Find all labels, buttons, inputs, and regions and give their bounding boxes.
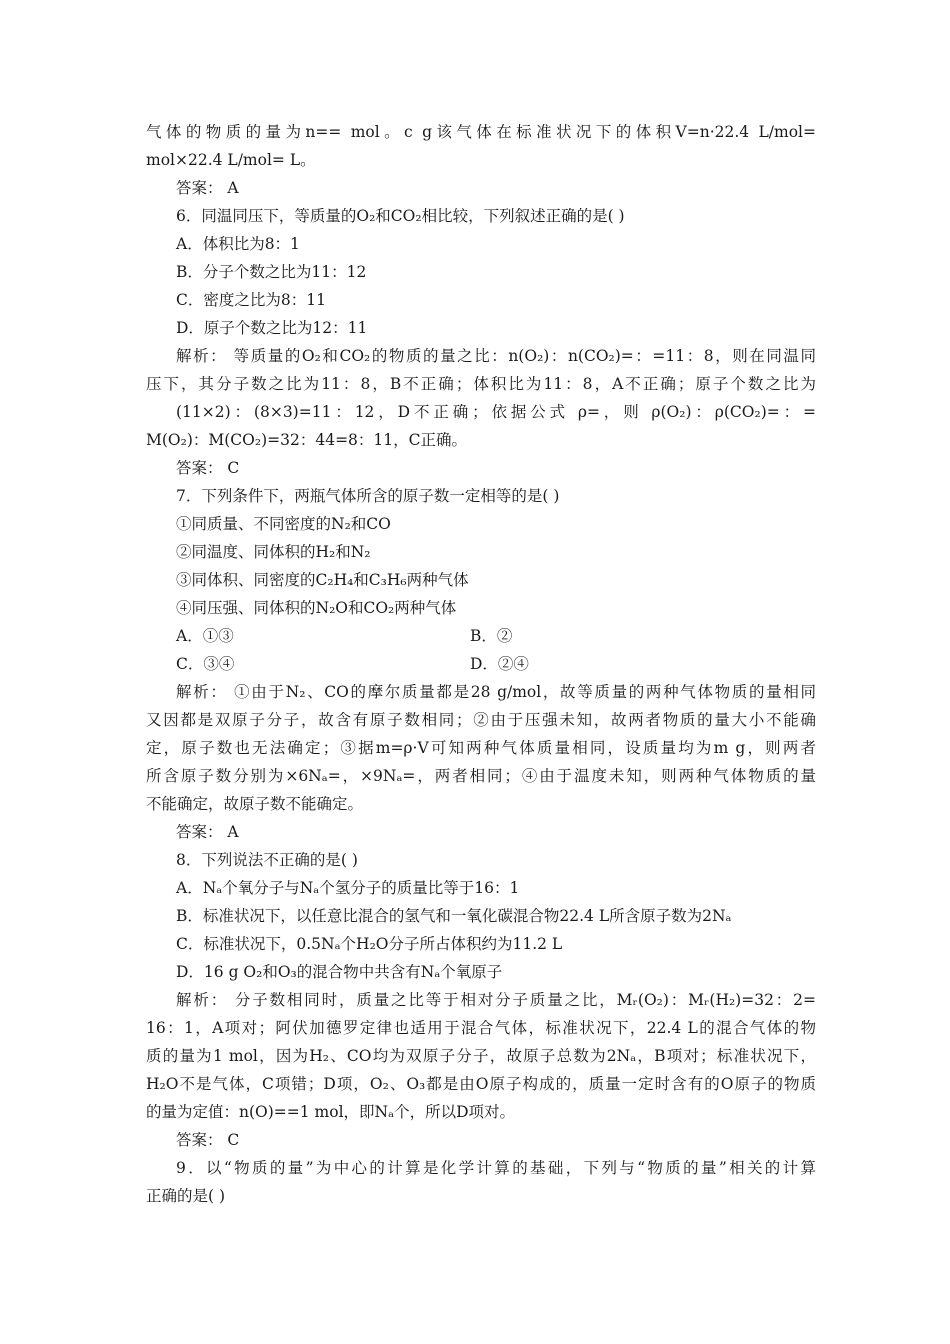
condition-line: ③同体积、同密度的C₂H₄和C₃H₆两种气体 [176,571,469,589]
answer-line: 答案： A [176,179,239,197]
condition-line: ①同质量、不同密度的N₂和CO [176,515,391,533]
text-line: H₂O不是气体，C项错；D项，O₂、O₃都是由O原子构成的，质量一定时含有的O原子的物质 [146,1075,816,1093]
option-line: D．原子个数之比为12：11 [176,319,368,337]
option-line: C．密度之比为8：11 [176,291,326,309]
option-line: C．标准状况下，0.5Nₐ个H₂O分子所占体积约为11.2 L [176,935,563,953]
condition-line: ②同温度、同体积的H₂和N₂ [176,543,371,561]
option-line: A．体积比为8：1 [176,235,300,253]
text-line: M(O₂)：M(CO₂)=32：44=8：11，C正确。 [146,431,467,449]
answer-line: 答案： C [176,459,240,477]
option-line: B．标准状况下，以任意比混合的氢气和一氧化碳混合物22.4 L所含原子数为2Nₐ [176,907,732,925]
option-line: B．分子个数之比为11：12 [176,263,367,281]
text-line: 正确的是( ) [146,1187,226,1205]
text-line: 定，原子数也无法确定；③据m=ρ·V可知两种气体质量相同，设质量均为m g，则两者 [146,739,816,757]
option-line: B．② [470,627,513,645]
text-line: 质的量为1 mol，因为H₂、CO均为双原子分子，故原子总数为2Nₐ，B项对；标准状况下， [146,1047,816,1065]
analysis-line: 解析： 分子数相同时，质量之比等于相对分子质量之比，Mᵣ(O₂)：Mᵣ(H₂)=32：2= [176,991,816,1009]
text-line: 压下，其分子数之比为11：8，B不正确；体积比为11：8，A不正确；原子个数之比为 [146,375,816,393]
question-8: 8．下列说法不正确的是( ) [176,851,358,869]
text-line: (11×2)：(8×3)=11：12，D不正确；依据公式 ρ=，则 ρ(O₂)：ρ(CO₂)=：= [176,403,816,421]
text-line: 又因都是双原子分子，故含有原子数相同；②由于压强未知，故两者物质的量大小不能确 [146,711,816,729]
text-line: 气体的物质的量为n== mol。c g该气体在标准状况下的体积V=n·22.4 L/mol= [146,123,816,141]
text-line: 所含原子数分别为×6Nₐ=，×9Nₐ=，两者相同；④由于温度未知，则两种气体物质的量 [146,767,816,785]
text-line: 16：1，A项对；阿伏加德罗定律也适用于混合气体，标准状况下，22.4 L的混合气体的物 [146,1019,816,1037]
answer-line: 答案： C [176,1131,240,1149]
condition-line: ④同压强、同体积的N₂O和CO₂两种气体 [176,599,457,617]
option-line: C．③④ [176,655,235,673]
text-line: 不能确定，故原子数不能确定。 [146,795,364,813]
text-line: mol×22.4 L/mol= L。 [146,151,316,169]
question-6: 6．同温同压下，等质量的O₂和CO₂相比较，下列叙述正确的是( ) [176,207,625,225]
question-7: 7．下列条件下，两瓶气体所含的原子数一定相等的是( ) [176,487,560,505]
analysis-line: 解析： 等质量的O₂和CO₂的物质的量之比：n(O₂)：n(CO₂)=：=11：8，则在同温同 [176,347,816,365]
option-line: A．①③ [176,627,234,645]
option-line: D．②④ [470,655,529,673]
text-line: 的量为定值：n(O)==1 mol，即Nₐ个，所以D项对。 [146,1103,516,1121]
analysis-line: 解析： ①由于N₂、CO的摩尔质量都是28 g/mol，故等质量的两种气体物质的量相同 [176,683,816,701]
question-9: 9．以“物质的量”为中心的计算是化学计算的基础，下列与“物质的量”相关的计算 [176,1159,816,1177]
answer-line: 答案： A [176,823,239,841]
option-line: A．Nₐ个氧分子与Nₐ个氢分子的质量比等于16：1 [176,879,520,897]
option-line: D．16 g O₂和O₃的混合物中共含有Nₐ个氧原子 [176,963,503,981]
